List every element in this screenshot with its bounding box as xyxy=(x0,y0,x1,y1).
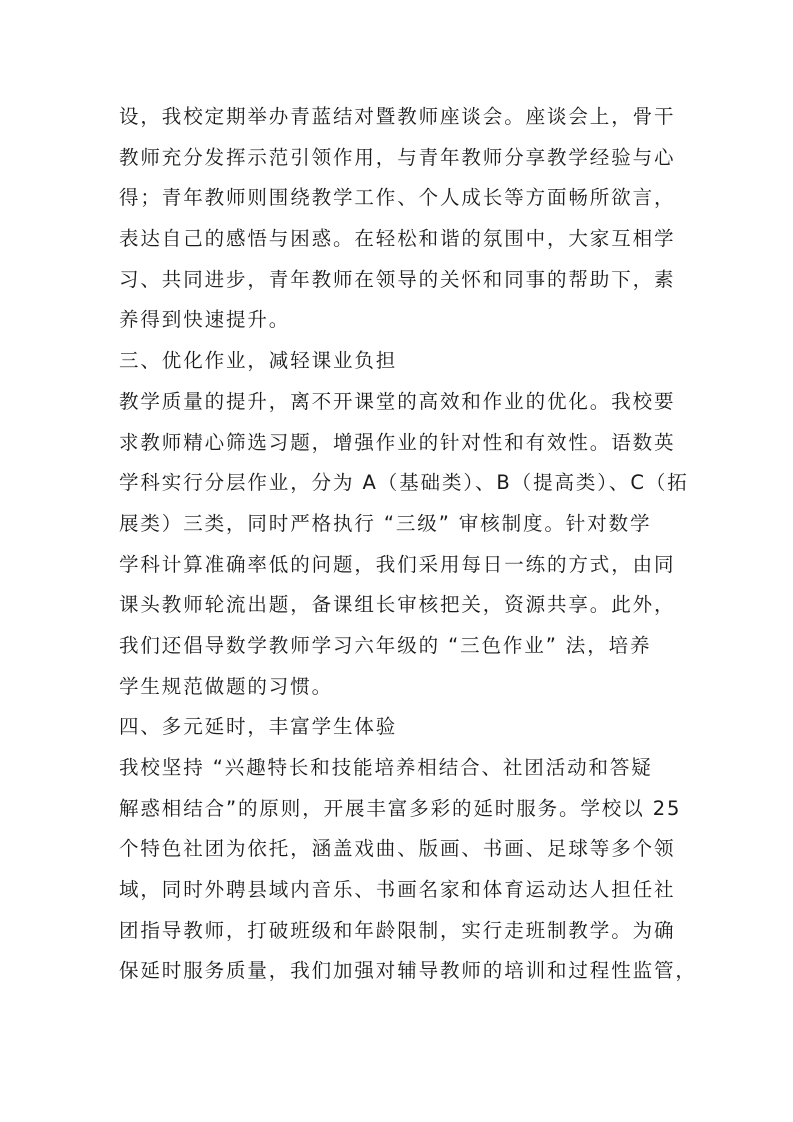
paragraph-line: 教学质量的提升，离不开课堂的高效和作业的优化。我校要 xyxy=(119,389,676,413)
paragraph-line: 课头教师轮流出题，备课组长审核把关，资源共享。此外， xyxy=(119,593,676,617)
paragraph-line: 学科实行分层作业，分为 A（基础类）、B（提高类）、C（拓 xyxy=(119,471,689,495)
paragraph-line: 我们还倡导数学教师学习六年级的 “三色作业” 法，培养 xyxy=(119,633,652,657)
paragraph-line: 设，我校定期举办青蓝结对暨教师座谈会。座谈会上，骨干 xyxy=(119,105,676,128)
section-heading-4: 四、多元延时，丰富学生体验 xyxy=(119,715,398,739)
paragraph-line: 个特色社团为依托，涵盖戏曲、版画、书画、足球等多个领 xyxy=(119,837,676,861)
paragraph-line: 习、共同进步，青年教师在领导的关怀和同事的帮助下，素 xyxy=(119,267,676,291)
document-body xyxy=(119,97,697,992)
paragraph-line: 得；青年教师则围绕教学工作、个人成长等方面畅所欲言， xyxy=(119,186,676,210)
paragraph-line: 团指导教师，打破班级和年龄限制，实行走班制教学。为确 xyxy=(119,918,676,942)
paragraph-line: 我校坚持 “兴趣特长和技能培养相结合、社团活动和答疑 xyxy=(119,756,653,779)
paragraph-line: 教师充分发挥示范引领作用，与青年教师分享教学经验与心 xyxy=(119,145,676,169)
paragraph-line: 学生规范做题的习惯。 xyxy=(119,674,334,698)
paragraph-line: 域，同时外聘县域内音乐、书画名家和体育运动达人担任社 xyxy=(119,878,676,902)
paragraph-line: 展类）三类，同时严格执行 “三级” 审核制度。针对数学 xyxy=(119,511,652,535)
paragraph-line: 表达自己的感悟与困惑。在轻松和谐的氛围中，大家互相学 xyxy=(119,227,676,251)
paragraph-line: 学科计算准确率低的问题，我们采用每日一练的方式，由同 xyxy=(119,552,676,576)
paragraph-line: 解惑相结合”的原则，开展丰富多彩的延时服务。学校以 25 xyxy=(119,796,682,820)
paragraph-line: 保延时服务质量，我们加强对辅导教师的培训和过程性监管， xyxy=(119,959,697,983)
paragraph-line: 求教师精心筛选习题，增强作业的针对性和有效性。语数英 xyxy=(119,430,676,454)
section-heading-3: 三、优化作业，减轻课业负担 xyxy=(119,349,398,373)
paragraph-line: 养得到快速提升。 xyxy=(119,308,291,332)
